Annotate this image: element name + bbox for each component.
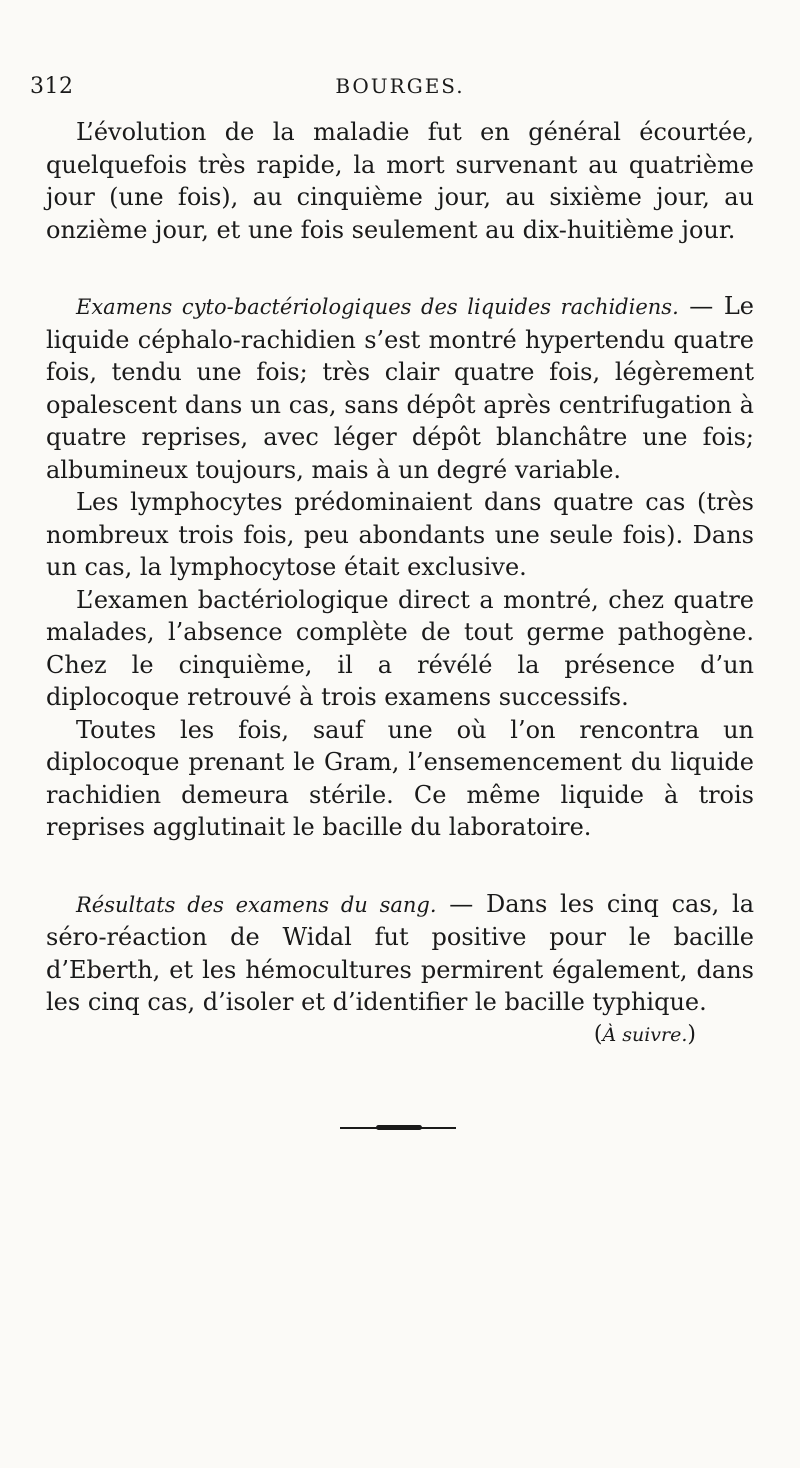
open-paren: (: [593, 1021, 603, 1047]
section-gap: [46, 844, 754, 888]
running-title: BOURGES.: [335, 74, 465, 98]
section-title: Examens cyto-bactériologiques des liquides rachidiens.: [76, 295, 679, 319]
close-paren: ): [687, 1021, 696, 1047]
section-gap: [46, 246, 754, 290]
section-text: — Dans les cinq cas, la séro-réaction de Widal fut positive pour le bacille d’Eberth, et les hémocultures permirent également, dans les cinq cas, d’isoler et d’identifier le bacille typhique.: [46, 889, 754, 1016]
paragraph: L’évolution de la maladie fut en général écourtée, quelquefois très rapide, la mort survenant au quatrième jour (une fois), au cinquième jour, au sixième jour, au onzième jour, et une fois seulement au dix-huitième jour.: [46, 118, 754, 244]
to-be-continued: [46, 1019, 754, 1052]
paragraph: [46, 290, 754, 486]
paragraph: Toutes les fois, sauf une où l’on rencontra un diplocoque prenant le Gram, l’ensemencement du liquide rachidien demeura stérile. Ce même liquide à trois reprises agglutinait le bacille du laboratoire.: [46, 715, 754, 841]
running-head: [0, 74, 800, 104]
body-text: [46, 116, 754, 1051]
section-text: — Le liquide céphalo-rachidien s’est montré hypertendu quatre fois, tendu une fois; très clair quatre fois, légèrement opalescent dans un cas, sans dépôt après centrifugation à quatre reprises, avec léger dépôt blanchâtre une fois; albumineux toujours, mais à un degré variable.: [46, 292, 754, 484]
end-rule-ornament: [376, 1125, 422, 1130]
paragraph: Les lymphocytes prédominaient dans quatre cas (très nombreux trois fois, peu abondants une seule fois). Dans un cas, la lymphocytose était exclusive.: [46, 488, 754, 581]
page-number: 312: [30, 74, 74, 99]
suivre-text: À suivre.: [602, 1023, 688, 1046]
paragraph: [46, 888, 754, 1019]
paragraph: L’examen bactériologique direct a montré, chez quatre malades, l’absence complète de tout germe pathogène. Chez le cinquième, il a révélé la présence d’un diplocoque retrouvé à trois examens successifs.: [46, 585, 754, 711]
section-title: Résultats des examens du sang.: [76, 892, 437, 917]
